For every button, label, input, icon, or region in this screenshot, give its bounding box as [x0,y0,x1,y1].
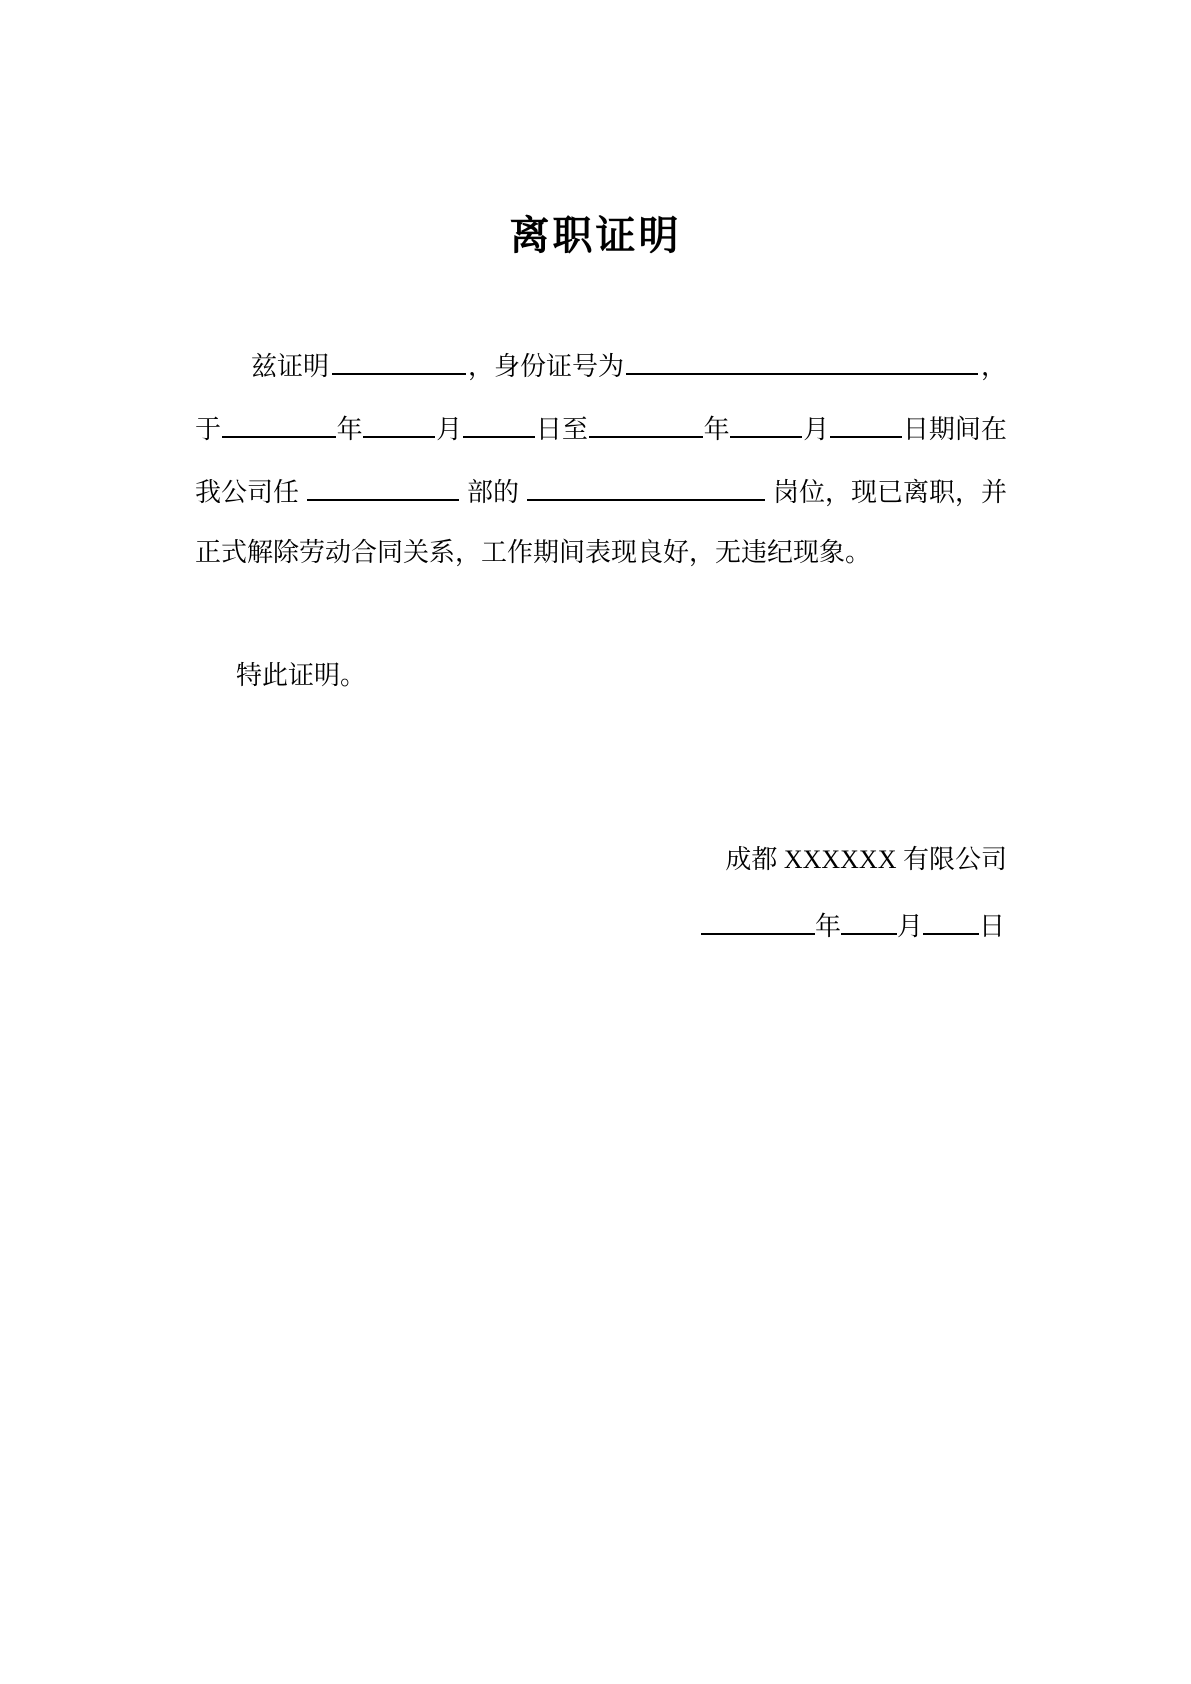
sign-year-label: 年 [814,912,841,941]
closing-statement: 特此证明。 [236,661,367,690]
name-blank [332,343,466,375]
position-blank [527,469,765,501]
line2-p2: 年 [336,415,363,444]
end-month-blank [730,406,802,438]
line3-p1: 我公司任 [195,478,300,507]
line1-prefix: 兹证明 [251,352,330,381]
line1-suffix: ， [980,352,1007,381]
line2-p1: 于 [195,415,222,444]
company-name: 成都 XXXXXX 有限公司 [725,845,1007,874]
end-day-blank [830,406,902,438]
body-line-4: 正式解除劳动合同关系，工作期间表现良好，无违纪现象。 [195,538,872,567]
department-blank [307,469,459,501]
signature-date [701,903,1005,947]
line1-mid: ，身份证号为 [467,352,624,381]
sign-month-label: 月 [896,912,923,941]
sign-month-blank [841,903,897,935]
body-line-3 [195,469,1007,509]
body-line-2 [195,406,1007,446]
body-line-1 [195,343,1007,383]
document-title: 离职证明 [509,213,682,258]
line2-p4: 日至 [535,415,588,444]
start-month-blank [363,406,435,438]
sign-year-blank [701,903,815,935]
line2-p5: 年 [703,415,730,444]
end-year-blank [589,406,703,438]
line2-p7: 日期间在 [902,415,1007,444]
start-year-blank [222,406,336,438]
sign-day-blank [923,903,979,935]
line2-p3: 月 [436,415,463,444]
line3-p2: 部的 [466,478,519,507]
line2-p6: 月 [803,415,830,444]
id-number-blank [626,343,978,375]
start-day-blank [463,406,535,438]
sign-day-label: 日 [978,912,1005,941]
line3-p3: 岗位，现已离职，并 [772,478,1007,507]
